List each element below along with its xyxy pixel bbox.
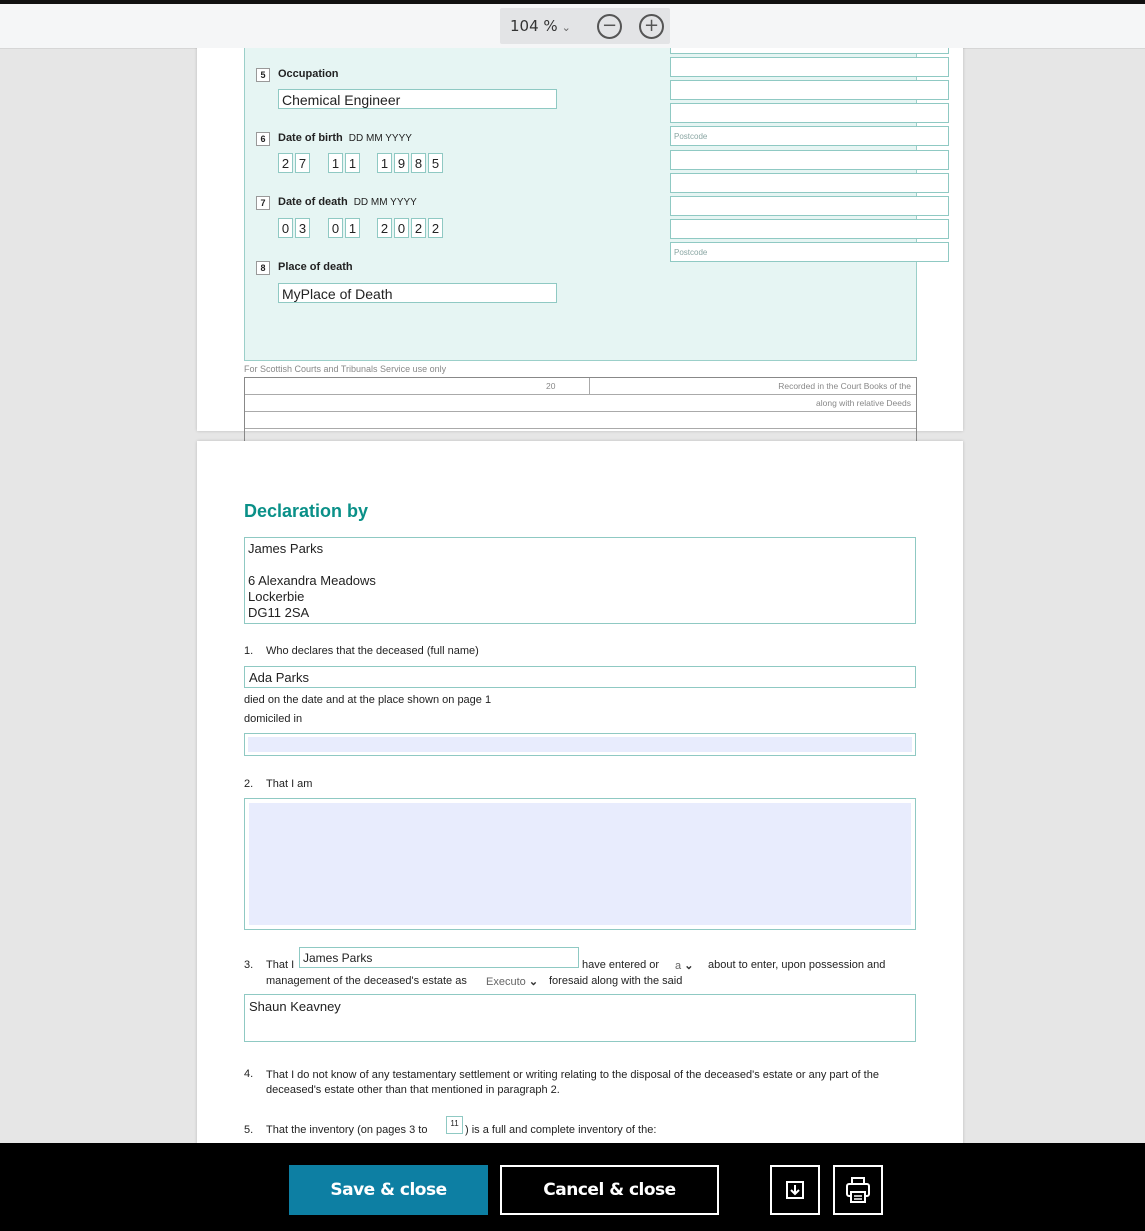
courts-row xyxy=(245,378,916,395)
zoom-controls xyxy=(500,8,670,44)
divider xyxy=(589,378,590,394)
action-bar xyxy=(0,1143,1145,1231)
digit-box[interactable]: 7 xyxy=(295,153,310,173)
chevron-down-icon: ⌄ xyxy=(684,960,694,972)
save-and-close-button[interactable]: Save & close xyxy=(289,1165,488,1215)
deceased-details-panel xyxy=(244,48,917,361)
paragraph-number: 5. xyxy=(244,1124,254,1136)
question-number: 7 xyxy=(256,196,270,210)
cancel-and-close-button[interactable]: Cancel & close xyxy=(500,1165,719,1215)
address-line-field[interactable] xyxy=(670,196,949,216)
digit-box[interactable]: 5 xyxy=(428,153,443,173)
address-line-field[interactable] xyxy=(670,219,949,239)
courts-use-note: For Scottish Courts and Tribunals Service use only xyxy=(244,364,447,374)
download-icon xyxy=(772,1167,818,1213)
courts-use-table xyxy=(244,377,917,446)
executor-name-field[interactable]: James Parks xyxy=(299,947,579,968)
address-line-field[interactable] xyxy=(670,80,949,100)
paragraph-2-text: That I am xyxy=(266,778,313,790)
digit-box[interactable]: 8 xyxy=(411,153,426,173)
died-text: died on the date and at the place shown on page 1 xyxy=(244,694,492,706)
address-block-2 xyxy=(670,150,949,265)
field-fill xyxy=(248,737,912,752)
zoom-level-value: 104 % xyxy=(510,17,558,35)
chevron-down-icon: ⌄ xyxy=(561,21,571,34)
pdf-toolbar xyxy=(0,4,1145,49)
digit-box[interactable]: 1 xyxy=(345,153,360,173)
paragraph-3-that: That I xyxy=(266,959,295,971)
digit-box[interactable]: 0 xyxy=(394,218,409,238)
address-line-field[interactable] xyxy=(670,103,949,123)
coexecutor-field[interactable]: Shaun Keavney xyxy=(244,994,916,1042)
address-block-1 xyxy=(670,48,949,149)
digit-box[interactable]: 9 xyxy=(394,153,409,173)
digit-box[interactable]: 2 xyxy=(411,218,426,238)
paragraph-1-text: Who declares that the deceased (full name) xyxy=(266,645,479,657)
address-line-field[interactable] xyxy=(670,173,949,193)
date-of-birth-label: Date of birth DD MM YYYY xyxy=(278,132,412,144)
courts-row xyxy=(245,395,916,412)
document-viewer[interactable] xyxy=(0,48,1145,1143)
zoom-out-icon[interactable]: − xyxy=(597,14,622,39)
occupation-field[interactable]: Chemical Engineer xyxy=(278,89,557,109)
zoom-in-icon[interactable]: + xyxy=(639,14,664,39)
address-line-field[interactable] xyxy=(670,57,949,77)
inventory-pages-field[interactable]: 11 xyxy=(446,1116,463,1134)
chevron-down-icon: ⌄ xyxy=(528,976,539,988)
question-number: 5 xyxy=(256,68,270,82)
digit-box[interactable]: 1 xyxy=(328,153,343,173)
entered-status-select[interactable]: a ⌄ xyxy=(675,960,694,972)
paragraph-number: 2. xyxy=(244,778,254,790)
address-line-field[interactable] xyxy=(670,150,949,170)
paragraph-5-text-a: That the inventory (on pages 3 to xyxy=(266,1124,428,1136)
pdf-page-1 xyxy=(197,48,963,431)
dod-month[interactable] xyxy=(328,218,362,238)
paragraph-number: 1. xyxy=(244,645,254,657)
dod-year[interactable] xyxy=(377,218,445,238)
dod-day[interactable] xyxy=(278,218,312,238)
download-button[interactable] xyxy=(770,1165,820,1215)
courts-deeds: along with relative Deeds xyxy=(816,398,911,408)
pdf-page-2 xyxy=(197,441,963,1143)
postcode-field[interactable]: Postcode xyxy=(670,242,949,262)
dob-year[interactable] xyxy=(377,153,445,173)
paragraph-3-about: about to enter, upon possession and xyxy=(708,959,886,971)
place-of-death-field[interactable]: MyPlace of Death xyxy=(278,283,557,303)
digit-box[interactable]: 2 xyxy=(377,218,392,238)
print-button[interactable] xyxy=(833,1165,883,1215)
courts-recorded: Recorded in the Court Books of the xyxy=(778,381,911,391)
question-number: 6 xyxy=(256,132,270,146)
capacity-field[interactable] xyxy=(244,798,916,930)
address-line-field[interactable] xyxy=(670,48,949,54)
postcode-field[interactable]: Postcode xyxy=(670,126,949,146)
paragraph-3-line2a: management of the deceased's estate as xyxy=(266,975,467,987)
zoom-level-dropdown[interactable] xyxy=(510,17,571,35)
occupation-label: Occupation xyxy=(278,68,339,80)
courts-year: 20 xyxy=(546,381,556,391)
deceased-name-field[interactable]: Ada Parks xyxy=(244,666,916,688)
declarant-details-field[interactable]: James Parks 6 Alexandra Meadows Lockerbie DG11 2SA xyxy=(244,537,916,624)
domicile-field[interactable] xyxy=(244,733,916,756)
digit-box[interactable]: 2 xyxy=(428,218,443,238)
domiciled-text: domiciled in xyxy=(244,713,303,725)
executor-role-select[interactable]: Executo ⌄ xyxy=(486,976,539,988)
digit-box[interactable]: 2 xyxy=(278,153,293,173)
paragraph-3-line2b: foresaid along with the said xyxy=(549,975,683,987)
place-of-death-label: Place of death xyxy=(278,261,353,273)
print-icon xyxy=(835,1167,881,1213)
digit-box[interactable]: 0 xyxy=(278,218,293,238)
digit-box[interactable]: 0 xyxy=(328,218,343,238)
paragraph-4-text: That I do not know of any testamentary settlement or writing relating to the disposal of the deceased's estate or any part of the deceased's estate other than that mentioned in paragraph 2. xyxy=(266,1069,879,1096)
dob-day[interactable] xyxy=(278,153,312,173)
paragraph-number: 4. xyxy=(244,1068,254,1080)
paragraph-number: 3. xyxy=(244,959,254,971)
date-of-death-label: Date of death DD MM YYYY xyxy=(278,196,417,208)
paragraph-5-text-b: ) is a full and complete inventory of the: xyxy=(465,1124,657,1136)
digit-box[interactable]: 1 xyxy=(345,218,360,238)
paragraph-3-have: have entered or xyxy=(582,959,660,971)
digit-box[interactable]: 3 xyxy=(295,218,310,238)
declaration-title: Declaration by xyxy=(244,501,369,521)
digit-box[interactable]: 1 xyxy=(377,153,392,173)
question-number: 8 xyxy=(256,261,270,275)
field-fill xyxy=(249,803,911,925)
courts-row xyxy=(245,412,916,429)
dob-month[interactable] xyxy=(328,153,362,173)
